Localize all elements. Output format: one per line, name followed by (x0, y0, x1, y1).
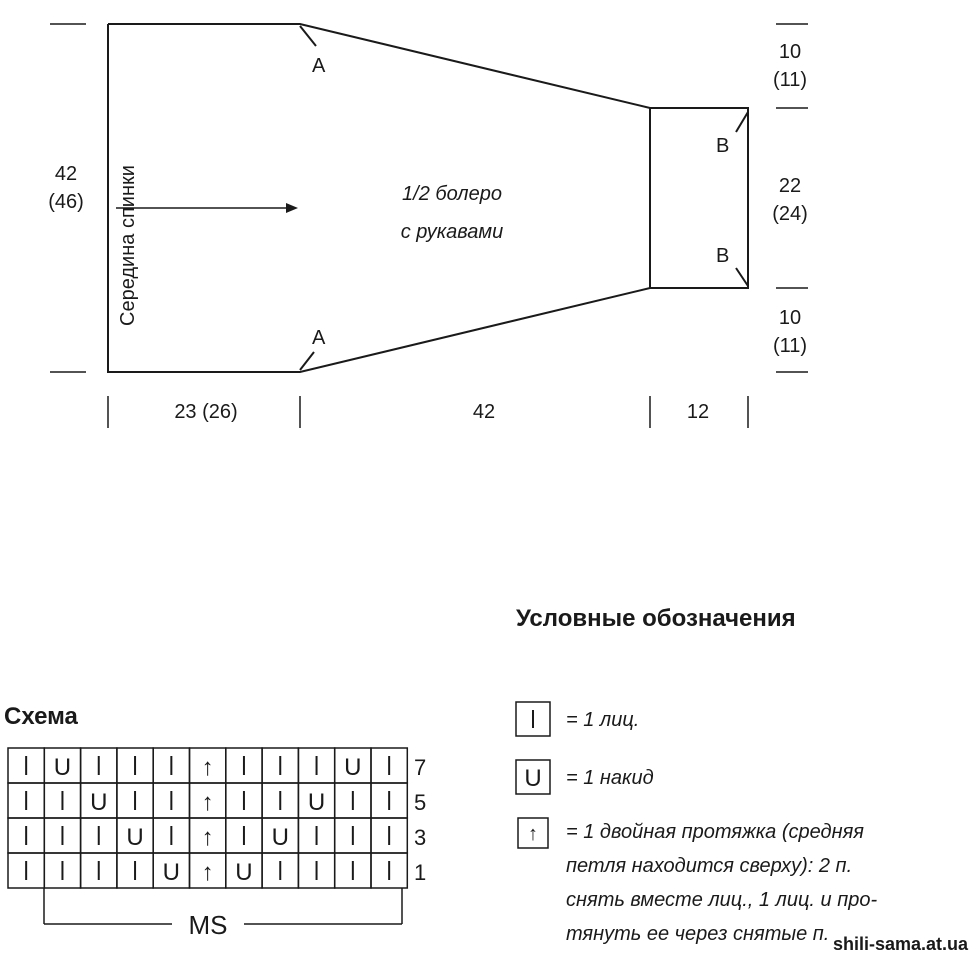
row-number: 3 (414, 825, 427, 850)
legend-decrease-line4: тянуть ее через снятые п. (566, 923, 830, 945)
marker-b-top-tick (736, 112, 748, 132)
legend-decrease-line3: снять вместе лиц., 1 лиц. и про- (566, 889, 878, 911)
width-body: 23 (26) (174, 401, 238, 423)
yarnover-stitch-icon: U (162, 859, 181, 886)
marker-a-bottom-tick (300, 352, 314, 370)
yarnover-stitch-icon: U (344, 754, 362, 781)
scheme-title: Схема (4, 703, 78, 730)
yarnover-stitch-icon: U (53, 754, 72, 781)
yarnover-stitch-icon: U (126, 824, 144, 851)
scheme-grid (8, 748, 426, 888)
bottom-right-measure: 10 (778, 307, 802, 329)
row-number: 7 (414, 755, 427, 780)
marker-b-bottom-tick (736, 268, 748, 286)
double-decrease-icon: ↑ (201, 824, 214, 851)
marker-b-bottom: B (716, 245, 730, 267)
top-right-measure-alt: (11) (772, 69, 808, 91)
marker-a-top-tick (300, 26, 316, 46)
yarnover-symbol-icon: U (524, 765, 542, 792)
double-decrease-icon: ↑ (201, 859, 214, 886)
yarnover-stitch-icon: U (307, 789, 326, 816)
mid-right-measure: 22 (778, 175, 802, 197)
legend-yarnover-text: = 1 накид (566, 767, 654, 789)
garment-title-line2: с рукавами (400, 221, 504, 243)
arrow-up-icon: ↑ (528, 823, 538, 845)
double-decrease-icon: ↑ (201, 789, 214, 816)
yarnover-stitch-icon: U (90, 789, 108, 816)
row-number: 1 (414, 860, 427, 885)
yarnover-stitch-icon: U (271, 824, 289, 851)
legend-knit-text: = 1 лиц. (566, 709, 640, 731)
legend-title: Условные обозначения (516, 605, 796, 632)
legend-decrease-line2: петля находится сверху): 2 п. (566, 855, 853, 877)
height-left-alt: (46) (48, 191, 84, 213)
garment-title-line1: 1/2 болеро (402, 183, 502, 205)
repeat-label: MS (188, 910, 228, 940)
legend-item-yarnover (516, 760, 654, 794)
marker-a-top: A (312, 55, 326, 77)
center-back-label: Середина спинки (117, 165, 139, 326)
marker-a-bottom: A (312, 327, 326, 349)
legend-decrease-line1: = 1 двойная протяжка (средняя (566, 821, 864, 843)
marker-b-top: B (716, 135, 730, 157)
width-sleeve: 42 (472, 401, 496, 423)
legend-item-knit (516, 702, 639, 736)
watermark: shili-sama.at.ua (832, 934, 968, 954)
height-left: 42 (54, 163, 78, 185)
top-right-measure: 10 (778, 41, 802, 63)
width-cuff: 12 (686, 401, 710, 423)
mid-right-measure-alt: (24) (772, 203, 808, 225)
yarnover-stitch-icon: U (235, 859, 253, 886)
center-arrow (116, 203, 298, 213)
legend-item-double-decrease (518, 818, 877, 945)
double-decrease-icon: ↑ (201, 754, 214, 781)
row-number: 5 (414, 790, 427, 815)
bottom-right-measure-alt: (11) (772, 335, 808, 357)
